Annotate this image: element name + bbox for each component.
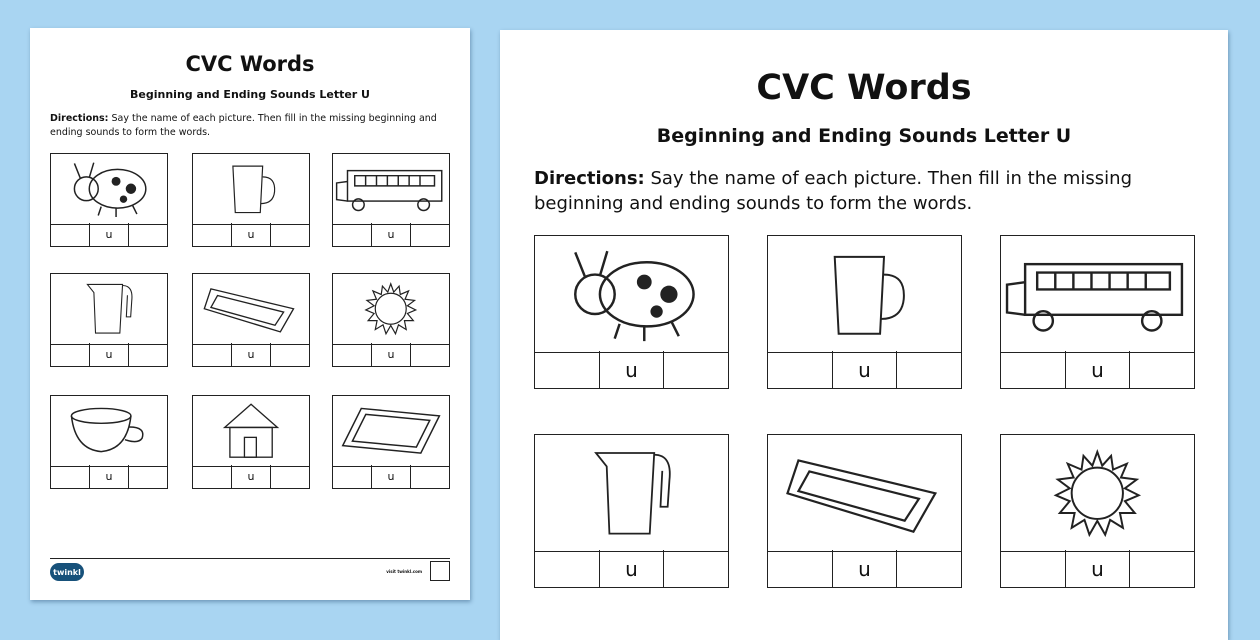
ending-sound-box[interactable] (270, 223, 309, 246)
worksheet-preview-large (500, 30, 1228, 640)
beginning-sound-box[interactable] (333, 343, 371, 366)
worksheet-title: CVC Words (185, 52, 315, 76)
directions: Directions: Say the name of each picture. Then fill in the missing beginning and ending sounds to form the words. (534, 168, 1133, 214)
vowel-box: u (371, 465, 410, 488)
ladybug-icon (535, 236, 728, 353)
ending-sound-box[interactable] (270, 465, 309, 488)
vowel-box: u (1065, 351, 1130, 388)
beginning-sound-box[interactable] (1001, 550, 1065, 587)
picture-card-sun (1000, 434, 1195, 588)
mat-icon (333, 396, 449, 467)
cup-icon (51, 396, 167, 467)
ending-sound-box[interactable] (128, 465, 167, 488)
ending-sound-box[interactable] (410, 343, 449, 366)
jug-icon (51, 274, 167, 345)
picture-card-mat (332, 395, 450, 489)
vowel-box: u (231, 465, 270, 488)
answer-boxes (768, 351, 961, 388)
footer-badge-icon (430, 561, 450, 581)
answer-boxes (333, 343, 449, 366)
answer-boxes (51, 343, 167, 366)
mug-icon (768, 236, 961, 353)
ending-sound-box[interactable] (1129, 351, 1194, 388)
answer-boxes (768, 550, 961, 587)
ending-sound-box[interactable] (270, 343, 309, 366)
directions: Directions: Say the name of each picture. Then fill in the missing beginning and ending sounds to form the words. (50, 113, 437, 138)
picture-card-sun (332, 273, 450, 367)
vowel-box: u (599, 550, 664, 587)
picture-card-rug (192, 273, 310, 367)
picture-card-mug (192, 153, 310, 247)
ending-sound-box[interactable] (128, 343, 167, 366)
mug-icon (193, 154, 309, 225)
beginning-sound-box[interactable] (193, 465, 231, 488)
answer-boxes (333, 465, 449, 488)
vowel-box: u (832, 351, 897, 388)
sun-icon (333, 274, 449, 345)
twinkl-logo: twinkl (50, 563, 84, 581)
ending-sound-box[interactable] (663, 550, 728, 587)
answer-boxes (51, 223, 167, 246)
worksheet-preview-small (30, 28, 470, 600)
bus-icon (333, 154, 449, 225)
beginning-sound-box[interactable] (535, 550, 599, 587)
beginning-sound-box[interactable] (51, 343, 89, 366)
rug-icon (768, 435, 961, 552)
picture-card-jug (534, 434, 729, 588)
picture-card-ladybug (534, 235, 729, 389)
ladybug-icon (51, 154, 167, 225)
picture-card-ladybug (50, 153, 168, 247)
worksheet-subtitle: Beginning and Ending Sounds Letter U (656, 125, 1072, 147)
beginning-sound-box[interactable] (333, 223, 371, 246)
vowel-box: u (832, 550, 897, 587)
vowel-box: u (89, 343, 128, 366)
answer-boxes (193, 223, 309, 246)
bus-icon (1001, 236, 1194, 353)
beginning-sound-box[interactable] (51, 465, 89, 488)
answer-boxes (535, 550, 728, 587)
vowel-box: u (89, 465, 128, 488)
vowel-box: u (1065, 550, 1130, 587)
worksheet-title: CVC Words (756, 68, 972, 108)
ending-sound-box[interactable] (410, 223, 449, 246)
answer-boxes (1001, 351, 1194, 388)
vowel-box: u (371, 223, 410, 246)
footer-divider (50, 558, 450, 559)
answer-boxes (193, 343, 309, 366)
answer-boxes (333, 223, 449, 246)
answer-boxes (535, 351, 728, 388)
ending-sound-box[interactable] (128, 223, 167, 246)
picture-card-cup (50, 395, 168, 489)
worksheet-subtitle: Beginning and Ending Sounds Letter U (130, 88, 370, 101)
picture-card-rug (767, 434, 962, 588)
picture-card-bus (1000, 235, 1195, 389)
beginning-sound-box[interactable] (768, 351, 832, 388)
footer-url: visit twinkl.com (386, 569, 422, 574)
beginning-sound-box[interactable] (333, 465, 371, 488)
picture-card-bus (332, 153, 450, 247)
jug-icon (535, 435, 728, 552)
ending-sound-box[interactable] (896, 351, 961, 388)
answer-boxes (1001, 550, 1194, 587)
ending-sound-box[interactable] (896, 550, 961, 587)
vowel-box: u (371, 343, 410, 366)
picture-card-hut (192, 395, 310, 489)
ending-sound-box[interactable] (1129, 550, 1194, 587)
answer-boxes (193, 465, 309, 488)
vowel-box: u (89, 223, 128, 246)
vowel-box: u (231, 223, 270, 246)
beginning-sound-box[interactable] (1001, 351, 1065, 388)
beginning-sound-box[interactable] (193, 343, 231, 366)
picture-card-mug (767, 235, 962, 389)
answer-boxes (51, 465, 167, 488)
beginning-sound-box[interactable] (51, 223, 89, 246)
beginning-sound-box[interactable] (193, 223, 231, 246)
ending-sound-box[interactable] (663, 351, 728, 388)
sun-icon (1001, 435, 1194, 552)
vowel-box: u (231, 343, 270, 366)
vowel-box: u (599, 351, 664, 388)
picture-card-jug (50, 273, 168, 367)
hut-icon (193, 396, 309, 467)
ending-sound-box[interactable] (410, 465, 449, 488)
beginning-sound-box[interactable] (535, 351, 599, 388)
rug-icon (193, 274, 309, 345)
beginning-sound-box[interactable] (768, 550, 832, 587)
